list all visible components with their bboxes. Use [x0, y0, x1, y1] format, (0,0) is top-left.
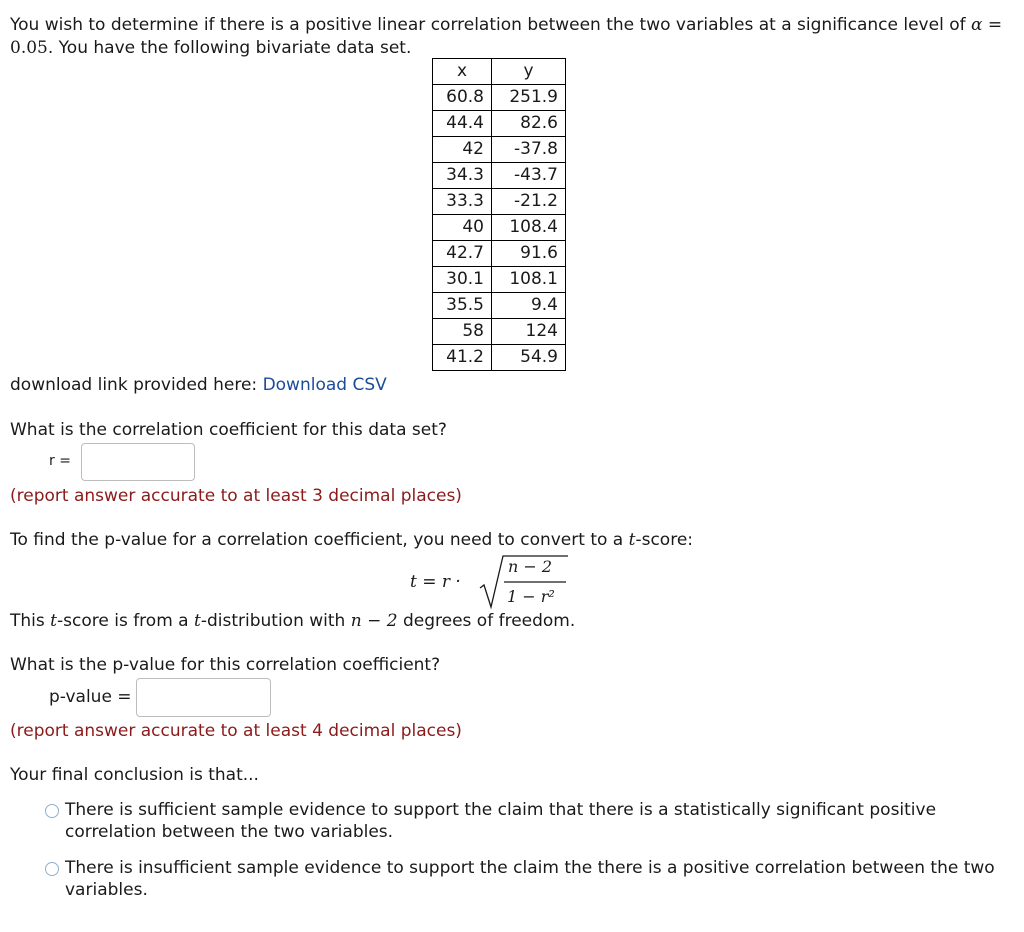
- download-label: download link provided here:: [10, 375, 258, 395]
- pvalue-answer-input[interactable]: [136, 678, 271, 717]
- cell-y: 124: [492, 319, 566, 345]
- download-csv-link[interactable]: Download CSV: [262, 375, 387, 395]
- cell-y: 108.1: [492, 267, 566, 293]
- cell-x: 34.3: [433, 163, 492, 189]
- cell-x: 42.7: [433, 241, 492, 267]
- bivariate-data-table: [432, 58, 566, 371]
- conclusion-radio-insufficient[interactable]: [45, 862, 59, 876]
- intro-text: You wish to determine if there is a positive linear correlation between the two variables at a significance level of: [10, 15, 971, 35]
- table-header-row: [433, 59, 566, 85]
- pvalue-precision-note: (report answer accurate to at least 4 decimal places): [10, 721, 462, 741]
- df-text-d: degrees of freedom.: [397, 611, 576, 631]
- conclusion-label: Your final conclusion is that...: [10, 765, 259, 785]
- conclusion-option-insufficient[interactable]: There is insufficient sample evidence to support the claim the there is a positive correlation between the two variables.: [65, 858, 995, 900]
- cell-x: 33.3: [433, 189, 492, 215]
- table-row: [433, 163, 566, 189]
- cell-y: 91.6: [492, 241, 566, 267]
- column-header-x: x: [433, 59, 492, 85]
- alpha-symbol: α: [971, 15, 983, 35]
- formula-denominator: 1 − r²: [507, 587, 555, 606]
- df-expression: n − 2: [350, 611, 398, 631]
- table-row: [433, 189, 566, 215]
- t-variable: t: [50, 611, 57, 631]
- cell-y: -43.7: [492, 163, 566, 189]
- conclusion-radio-sufficient[interactable]: [45, 804, 59, 818]
- cell-x: 41.2: [433, 345, 492, 371]
- cell-y: -21.2: [492, 189, 566, 215]
- problem-intro: [10, 14, 1010, 60]
- degrees-of-freedom-text: [10, 611, 575, 631]
- table-row: [433, 111, 566, 137]
- cell-y: 82.6: [492, 111, 566, 137]
- cell-x: 58: [433, 319, 492, 345]
- table-row: [433, 267, 566, 293]
- df-text-a: This: [10, 611, 51, 631]
- question-correlation: What is the correlation coefficient for this data set?: [10, 420, 447, 440]
- tscore-intro: [10, 530, 693, 550]
- formula-lhs: t = r ·: [410, 572, 461, 592]
- table-row: [433, 293, 566, 319]
- cell-y: 251.9: [492, 85, 566, 111]
- tscore-intro-text: To find the p-value for a correlation coefficient, you need to convert to a: [10, 530, 629, 550]
- cell-x: 44.4: [433, 111, 492, 137]
- cell-y: -37.8: [492, 137, 566, 163]
- cell-x: 40: [433, 215, 492, 241]
- cell-x: 30.1: [433, 267, 492, 293]
- table-row: [433, 241, 566, 267]
- r-answer-input[interactable]: [81, 443, 195, 481]
- cell-y: 9.4: [492, 293, 566, 319]
- download-row: [10, 375, 387, 395]
- t-variable: t: [628, 530, 636, 550]
- df-text-b: -score is from a: [57, 611, 194, 631]
- intro-text-end: . You have the following bivariate data set.: [47, 38, 412, 58]
- t-variable: t: [194, 611, 201, 631]
- cell-x: 60.8: [433, 85, 492, 111]
- table-row: [433, 137, 566, 163]
- alpha-value: 0.05: [10, 38, 48, 58]
- tscore-intro-suffix: -score:: [635, 530, 694, 550]
- cell-y: 54.9: [492, 345, 566, 371]
- column-header-y: y: [492, 59, 566, 85]
- table-row: [433, 215, 566, 241]
- cell-y: 108.4: [492, 215, 566, 241]
- r-input-label: r =: [49, 453, 71, 469]
- pvalue-input-label: p-value =: [49, 687, 132, 707]
- cell-x: 35.5: [433, 293, 492, 319]
- df-text-c: -distribution with: [200, 611, 351, 631]
- table-row: [433, 319, 566, 345]
- r-precision-note: (report answer accurate to at least 3 decimal places): [10, 486, 462, 506]
- formula-numerator: n − 2: [508, 557, 553, 576]
- alpha-equals: =: [987, 15, 1003, 35]
- question-pvalue: What is the p-value for this correlation coefficient?: [10, 655, 441, 675]
- table-row: [433, 85, 566, 111]
- cell-x: 42: [433, 137, 492, 163]
- table-row: [433, 345, 566, 371]
- conclusion-option-sufficient[interactable]: There is sufficient sample evidence to support the claim that there is a statistically significant positive correlation between the two variables.: [65, 800, 937, 842]
